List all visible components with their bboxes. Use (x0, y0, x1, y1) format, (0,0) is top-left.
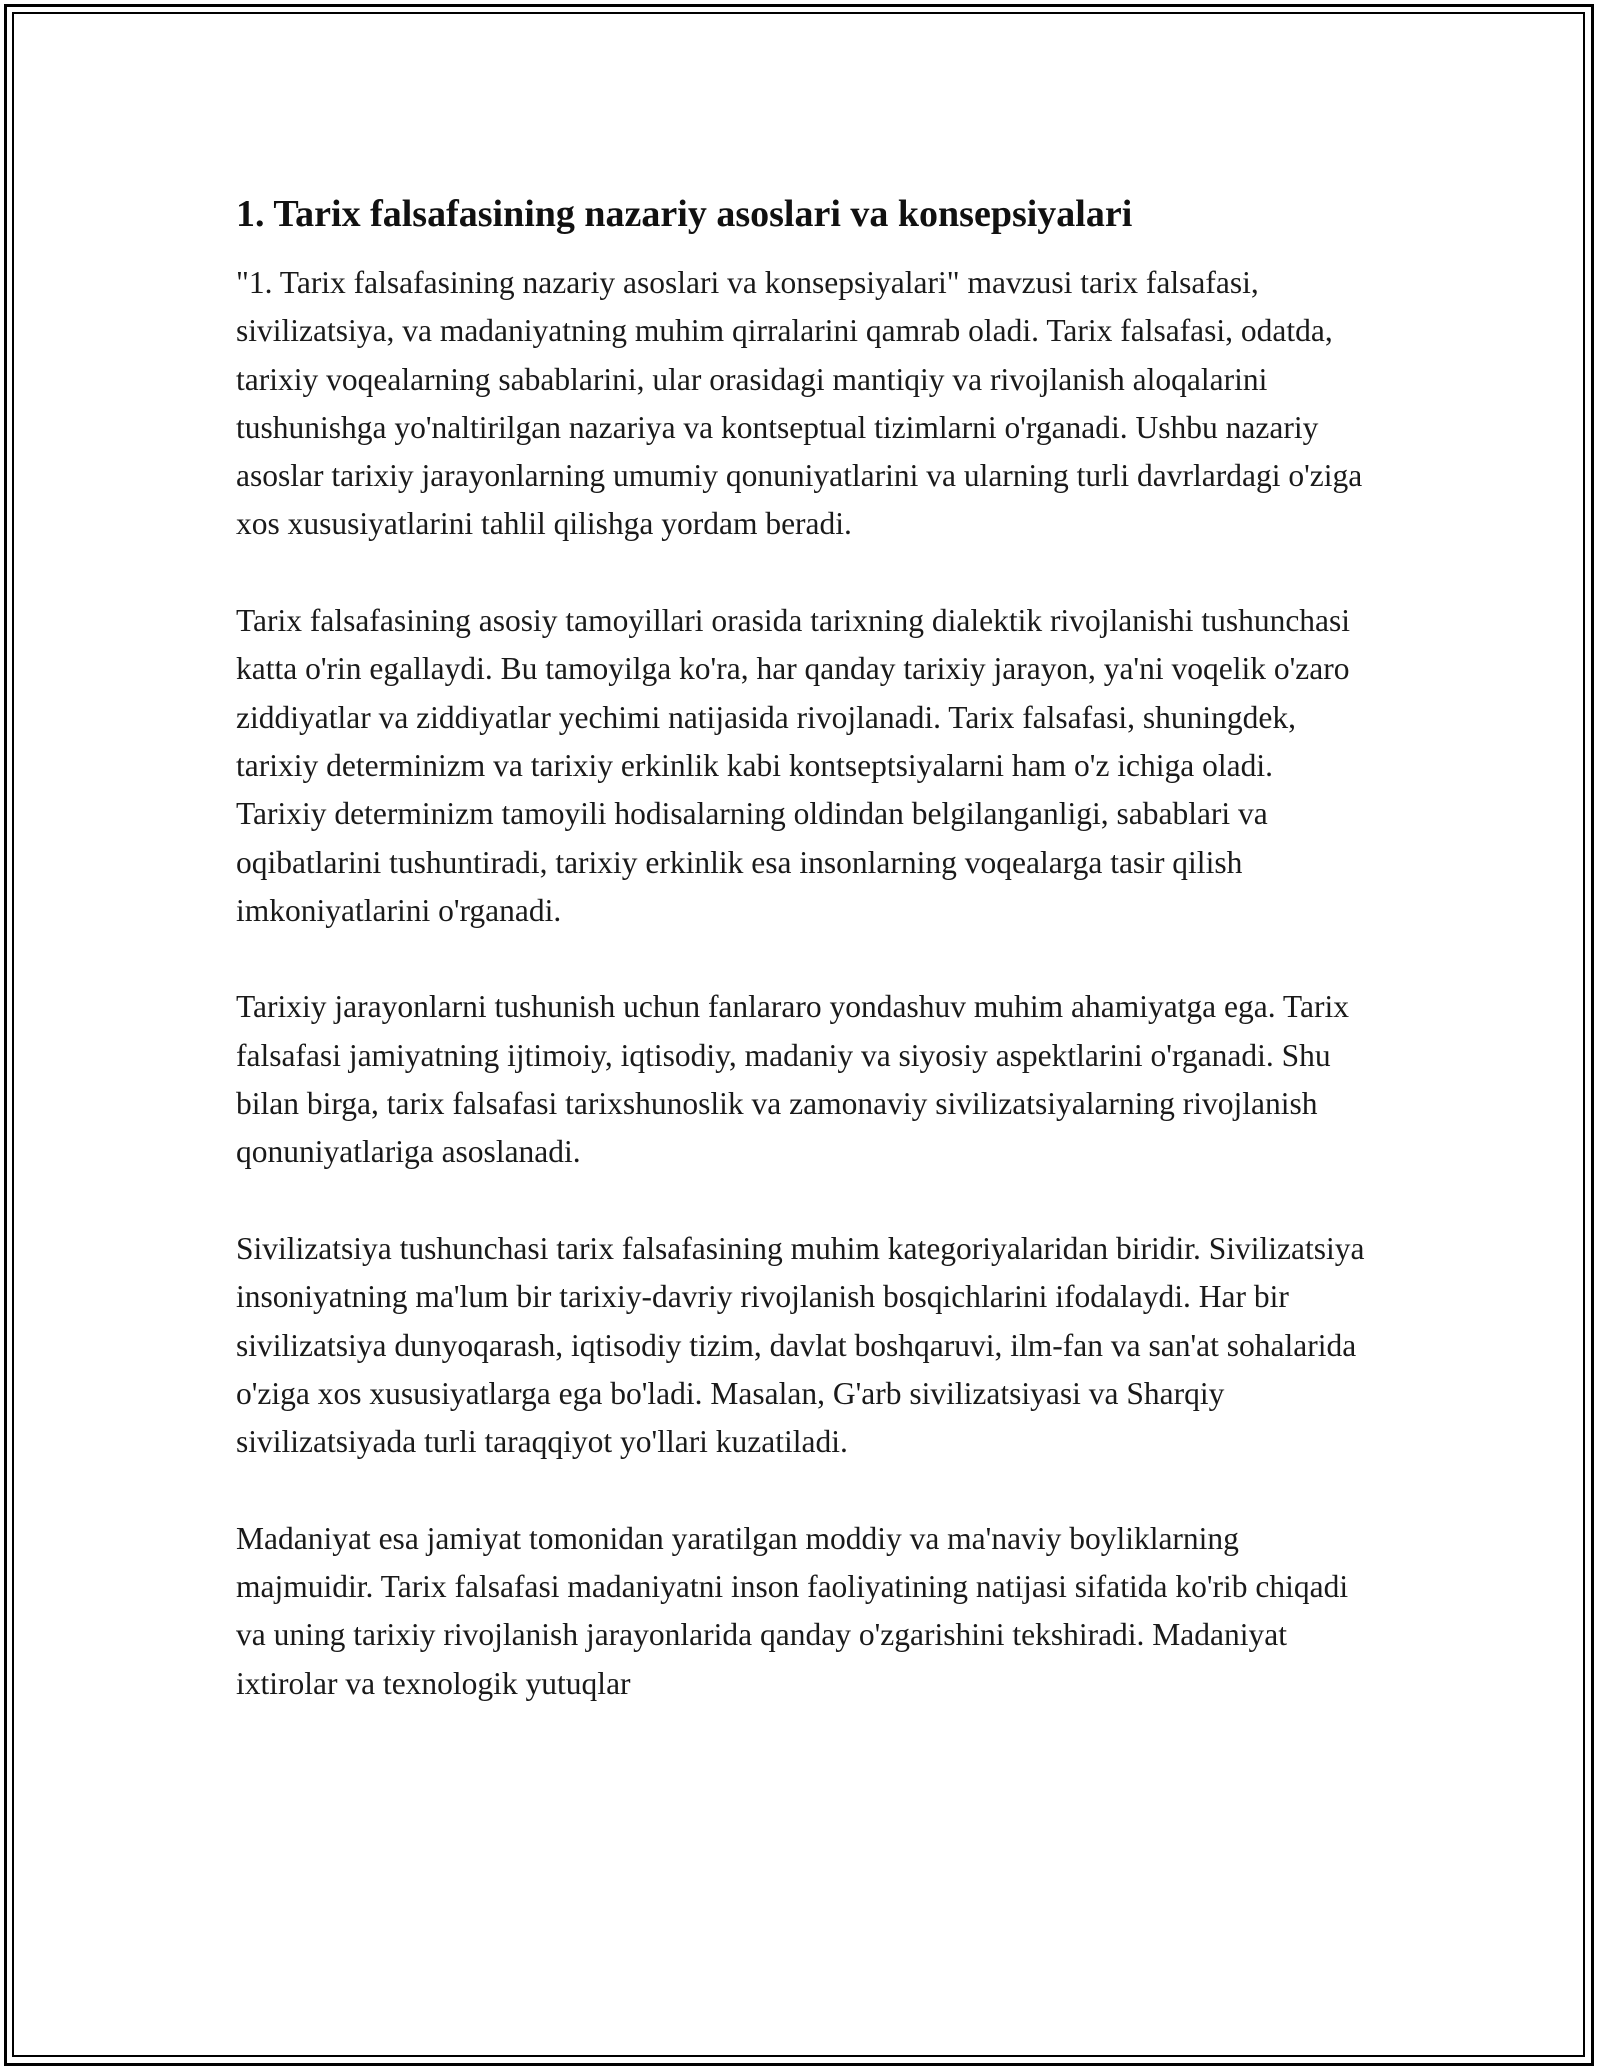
paragraph-civilization: Sivilizatsiya tushunchasi tarix falsafasining muhim kategoriyalaridan biridir. Sivilizatsiya insoniyatning ma'lum bir tarixiy-davriy rivojlanish bosqichlarini ifodalaydi. Har bir sivilizatsiya dunyoqarash, iqtisodiy tizim, davlat boshqaruvi, ilm-fan va san'at sohalarida o'ziga xos xususiyatlarga ega bo'ladi. Masalan, G'arb sivilizatsiyasi va Sharqiy sivilizatsiyada turli taraqqiyot yo'llari kuzatiladi. (236, 1230, 1365, 1460)
paragraph-intro: "1. Tarix falsafasining nazariy asoslari va konsepsiyalari" mavzusi tarix falsafasi, sivilizatsiya, va madaniyatning muhim qirralarini qamrab oladi. Tarix falsafasi, odatda, tarixiy voqealarning sabablarini, ular orasidagi mantiqiy va rivojlanish aloqalarini tushunishga yo'naltirilgan nazariya va kontseptual tizimlarni o'rganadi. Ushbu nazariy asoslar tarixiy jarayonlarning umumiy qonuniyatlarini va ularning turli davrlardagi o'ziga xos xususiyatlarini tahlil qilishga yordam beradi. (236, 265, 1363, 542)
paragraph-interdisciplinary: Tarixiy jarayonlarni tushunish uchun fanlararo yondashuv muhim ahamiyatga ega. Tarix falsafasi jamiyatning ijtimoiy, iqtisodiy, madaniy va siyosiy aspektlarini o'rganadi. Shu bilan birga, tarix falsafasi tarixshunoslik va zamonaviy sivilizatsiyalarning rivojlanish qonuniyatlariga asoslanadi. (236, 989, 1349, 1170)
document-heading: 1. Tarix falsafasining nazariy asoslari va konsepsiyalari (236, 193, 1133, 235)
paragraph-dialectic: Tarix falsafasining asosiy tamoyillari orasida tarixning dialektik rivojlanishi tushunchasi katta o'rin egallaydi. Bu tamoyilga ko'ra, har qanday tarixiy jarayon, ya'ni voqelik o'zaro ziddiyatlar va ziddiyatlar yechimi natijasida rivojlanadi. Tarix falsafasi, shuningdek, tarixiy determinizm va tarixiy erkinlik kabi kontseptsiyalarni ham o'z ichiga oladi. Tarixiy determinizm tamoyili hodisalarning oldindan belgilanganligi, sabablari va oqibatlarini tushuntiradi, tarixiy erkinlik esa insonlarning voqealarga tasir qilish imkoniyatlarini o'rganadi. (236, 603, 1351, 928)
paragraph-culture: Madaniyat esa jamiyat tomonidan yaratilgan moddiy va ma'naviy boyliklarning majmuidir. Tarix falsafasi madaniyatni inson faoliyatining natijasi sifatida ko'rib chiqadi va uning tarixiy rivojlanish jarayonlarida qanday o'zgarishini tekshiradi. Madaniyat ixtirolar va texnologik yutuqlar (236, 1520, 1349, 1701)
document-body (236, 185, 1366, 1756)
